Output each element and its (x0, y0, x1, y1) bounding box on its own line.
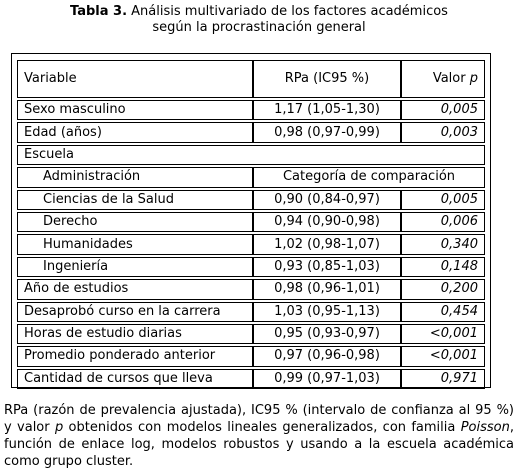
cell-variable: Ciencias de la Salud (17, 190, 253, 210)
cell-p-value (401, 100, 485, 120)
table-row (17, 234, 485, 254)
p-value-text: <0,001 (429, 348, 478, 364)
table-row (17, 369, 485, 389)
cell-variable: Cantidad de cursos que lleva (17, 369, 253, 389)
table-row (17, 190, 485, 210)
cell-variable: Administración (17, 167, 253, 187)
cell-variable: Horas de estudio diarias (17, 324, 253, 344)
cell-rpa: 1,02 (0,98-1,07) (253, 234, 401, 254)
cell-p-value (401, 369, 485, 389)
cell-rpa: 0,97 (0,96-0,98) (253, 346, 401, 366)
cell-variable: Humanidades (17, 234, 253, 254)
p-value-text: 0,200 (440, 281, 478, 297)
table-row (17, 346, 485, 366)
cell-p-value (401, 346, 485, 366)
cell-rpa: 0,95 (0,93-0,97) (253, 324, 401, 344)
header-variable: Variable (17, 60, 253, 98)
cell-rpa: 0,98 (0,97-0,99) (253, 122, 401, 142)
header-p-value (401, 60, 485, 98)
table-footnote (4, 402, 514, 469)
p-value-text: 0,005 (440, 102, 478, 118)
table-row (17, 167, 485, 187)
p-value-text: 0,006 (440, 214, 478, 230)
table-row (17, 145, 485, 165)
cell-p-value (401, 302, 485, 322)
note-p-italic: p (54, 420, 64, 435)
cell-p-value (401, 324, 485, 344)
cell-p-value (401, 257, 485, 277)
cell-rpa: 0,90 (0,84-0,97) (253, 190, 401, 210)
caption-line-1 (0, 4, 518, 20)
table-row (17, 279, 485, 299)
note-part-2: obtenidos con modelos lineales generalizados, con familia (63, 420, 461, 435)
table-row (17, 212, 485, 232)
cell-reference-category: Categoría de comparación (253, 167, 485, 187)
header-p-italic: p (469, 71, 478, 86)
table-caption (0, 4, 518, 36)
cell-p-value (401, 122, 485, 142)
cell-variable: Promedio ponderado anterior (17, 346, 253, 366)
caption-title: Análisis multivariado de los factores académicos (127, 4, 448, 19)
note-part-3: , función de enlace log, modelos robustos y usando a la escuela académica como grupo cluster. (4, 420, 514, 469)
cell-rpa: 1,17 (1,05-1,30) (253, 100, 401, 120)
cell-rpa: 0,98 (0,96-1,01) (253, 279, 401, 299)
cell-p-value (401, 234, 485, 254)
table-row (17, 324, 485, 344)
note-part-1: RPa (razón de prevalencia ajustada), IC95 % (intervalo de confianza al 95 %) y valor (4, 403, 514, 435)
note-poisson-italic: Poisson (460, 420, 510, 435)
caption-line-2: según la procrastinación general (152, 20, 366, 35)
cell-p-value (401, 212, 485, 232)
table-row (17, 122, 485, 142)
cell-rpa: 0,94 (0,90-0,98) (253, 212, 401, 232)
cell-variable: Año de estudios (17, 279, 253, 299)
results-table (17, 58, 485, 391)
cell-p-value (401, 279, 485, 299)
cell-rpa: 0,93 (0,85-1,03) (253, 257, 401, 277)
p-value-text: 0,340 (440, 236, 478, 252)
table-row (17, 257, 485, 277)
p-value-text: <0,001 (429, 326, 478, 342)
p-value-text: 0,003 (440, 124, 478, 140)
cell-variable: Edad (años) (17, 122, 253, 142)
cell-variable: Desaprobó curso en la carrera (17, 302, 253, 322)
header-rpa: RPa (IC95 %) (253, 60, 401, 98)
cell-variable: Sexo masculino (17, 100, 253, 120)
p-value-text: 0,005 (440, 191, 478, 207)
cell-rpa: 1,03 (0,95-1,13) (253, 302, 401, 322)
table-row (17, 100, 485, 120)
cell-variable: Derecho (17, 212, 253, 232)
cell-variable: Escuela (17, 145, 485, 165)
table-row (17, 302, 485, 322)
cell-rpa: 0,99 (0,97-1,03) (253, 369, 401, 389)
p-value-text: 0,148 (440, 258, 478, 274)
cell-variable: Ingeniería (17, 257, 253, 277)
p-value-text: 0,454 (440, 303, 478, 319)
table-header-row (17, 60, 485, 98)
p-value-text: 0,971 (440, 370, 478, 386)
caption-label: Tabla 3. (70, 4, 128, 19)
table-frame (11, 53, 491, 388)
header-p-text: Valor p (432, 71, 478, 86)
cell-p-value (401, 190, 485, 210)
